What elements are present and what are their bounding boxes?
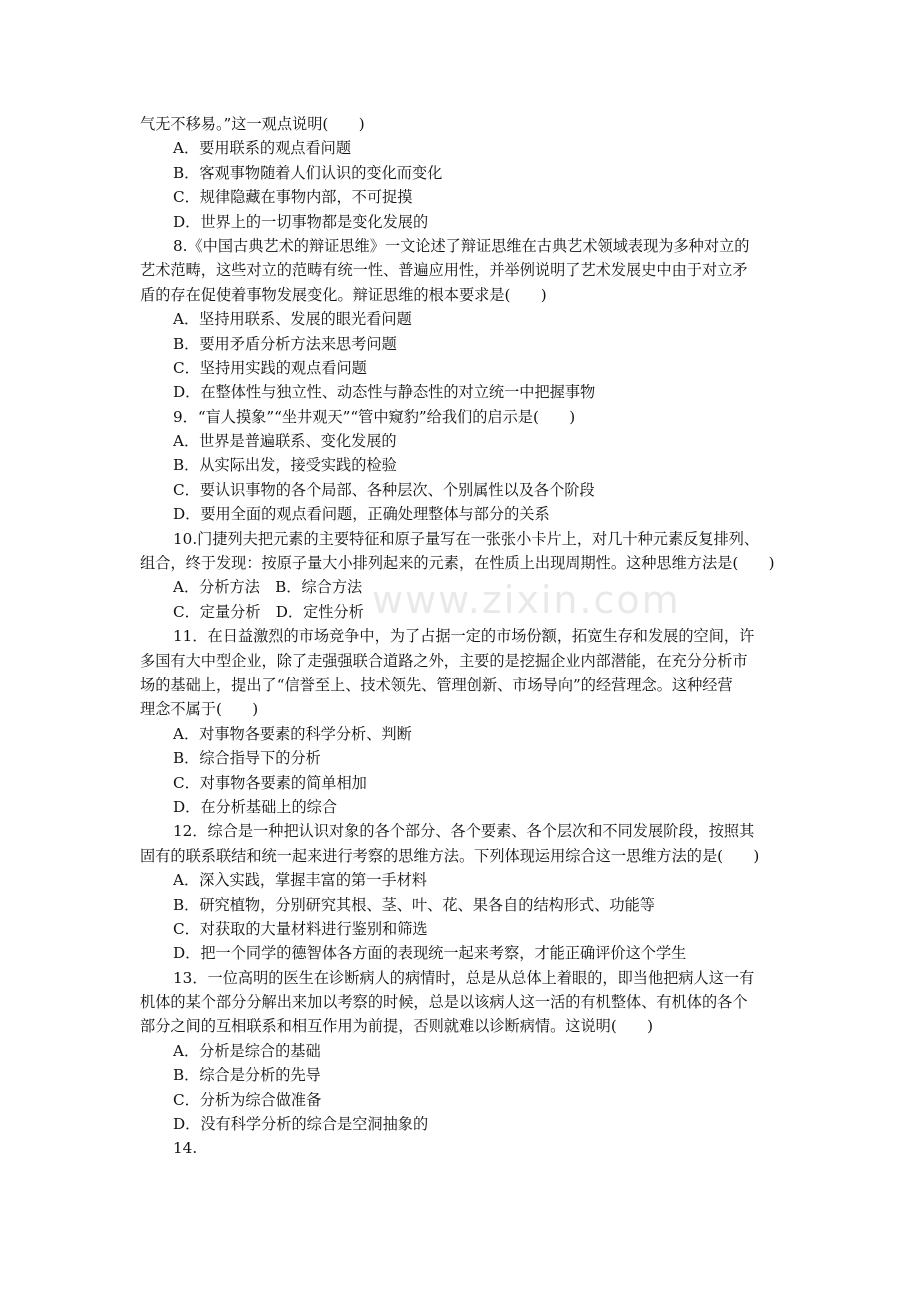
question-text-line: 艺术范畴，这些对立的范畴有统一性、普遍应用性，并举例说明了艺术发展史中由于对立矛 <box>140 261 748 280</box>
question-text-line: 多国有大中型企业，除了走强强联合道路之外，主要的是挖掘企业内部潜能，在充分分析市 <box>140 651 748 670</box>
question-text-line: 8.《中国古典艺术的辩证思维》一文论述了辩证思维在古典艺术领域表现为多种对立的 <box>173 236 750 255</box>
answer-option-line: B．研究植物，分别研究其根、茎、叶、花、果各自的结构形式、功能等 <box>173 895 655 914</box>
answer-option-line: C．规律隐藏在事物内部，不可捉摸 <box>173 188 413 207</box>
answer-option-line: D．把一个同学的德智体各方面的表现统一起来考察，才能正确评价这个学生 <box>173 944 687 963</box>
answer-option-line: B．从实际出发，接受实践的检验 <box>173 456 397 475</box>
answer-option-line: A．分析是综合的基础 <box>173 1041 321 1060</box>
answer-option-line: B．综合是分析的先导 <box>173 1066 321 1085</box>
question-text-line: 11．在日益激烈的市场竞争中，为了占据一定的市场份额，拓宽生存和发展的空间，许 <box>173 627 755 646</box>
question-text-line: 14. <box>173 1139 198 1158</box>
watermark: www.zixin.com <box>372 578 681 622</box>
question-text-line: 场的基础上，提出了“信誉至上、技术领先、管理创新、市场导向”的经营理念。这种经营 <box>140 675 733 694</box>
answer-option-line: C．对获取的大量材料进行鉴别和筛选 <box>173 919 428 938</box>
answer-option-line: D．在整体性与独立性、动态性与静态性的对立统一中把握事物 <box>173 383 596 402</box>
answer-option-line: C．要认识事物的各个局部、各种层次、个别属性以及各个阶段 <box>173 480 595 499</box>
answer-option-line: C．定量分析 D．定性分析 <box>173 602 364 621</box>
question-text-line: 组合，终于发现：按原子量大小排列起来的元素，在性质上出现周期性。这种思维方法是( ) <box>140 554 775 573</box>
answer-option-line: A．坚持用联系、发展的眼光看问题 <box>173 310 412 329</box>
question-text-line: 9．“盲人摸象”“坐井观天”“管中窥豹”给我们的启示是( ) <box>173 407 576 426</box>
answer-option-line: B．综合指导下的分析 <box>173 749 321 768</box>
answer-option-line: A．世界是普遍联系、变化发展的 <box>173 432 397 451</box>
question-text-line: 10.门捷列夫把元素的主要特征和原子量写在一张张小卡片上，对几十种元素反复排列、 <box>173 529 760 548</box>
question-text-line: 理念不属于( ) <box>140 700 259 719</box>
question-text-line: 机体的某个部分分解出来加以考察的时候，总是以该病人这一活的有机整体、有机体的各个 <box>140 993 748 1012</box>
question-text-line: 气无不移易。”这一观点说明( ) <box>140 115 365 133</box>
answer-option-line: D．在分析基础上的综合 <box>173 797 338 816</box>
answer-option-line: A．要用联系的观点看问题 <box>173 139 352 158</box>
answer-option-line: D．要用全面的观点看问题，正确处理整体与部分的关系 <box>173 505 550 524</box>
answer-option-line: A．深入实践，掌握丰富的第一手材料 <box>173 871 427 890</box>
answer-option-line: C．分析为综合做准备 <box>173 1090 322 1109</box>
answer-option-line: B．要用矛盾分析方法来思考问题 <box>173 334 397 353</box>
answer-option-line: D．没有科学分析的综合是空洞抽象的 <box>173 1115 429 1134</box>
question-text-line: 13．一位高明的医生在诊断病人的病情时，总是从总体上着眼的，即当他把病人这一有 <box>173 968 755 987</box>
answer-option-line: C．坚持用实践的观点看问题 <box>173 358 367 377</box>
question-text-line: 部分之间的互相联系和相互作用为前提，否则就难以诊断病情。这说明( ) <box>140 1017 654 1036</box>
answer-option-line: A．对事物各要素的科学分析、判断 <box>173 724 412 743</box>
question-text-line: 盾的存在促使着事物发展变化。辩证思维的根本要求是( ) <box>140 285 547 304</box>
answer-option-line: D．世界上的一切事物都是变化发展的 <box>173 212 429 231</box>
question-text-line: 固有的联系联结和统一起来进行考察的思维方法。下列体现运用综合这一思维方法的是( ) <box>140 846 760 865</box>
question-text-body <box>140 112 790 1161</box>
question-text-line: 12．综合是一种把认识对象的各个部分、各个要素、各个层次和不同发展阶段，按照其 <box>173 822 755 841</box>
answer-option-line: C．对事物各要素的简单相加 <box>173 773 367 792</box>
answer-option-line: B．客观事物随着人们认识的变化而变化 <box>173 163 443 182</box>
answer-option-line: A．分析方法 B．综合方法 <box>173 578 363 597</box>
